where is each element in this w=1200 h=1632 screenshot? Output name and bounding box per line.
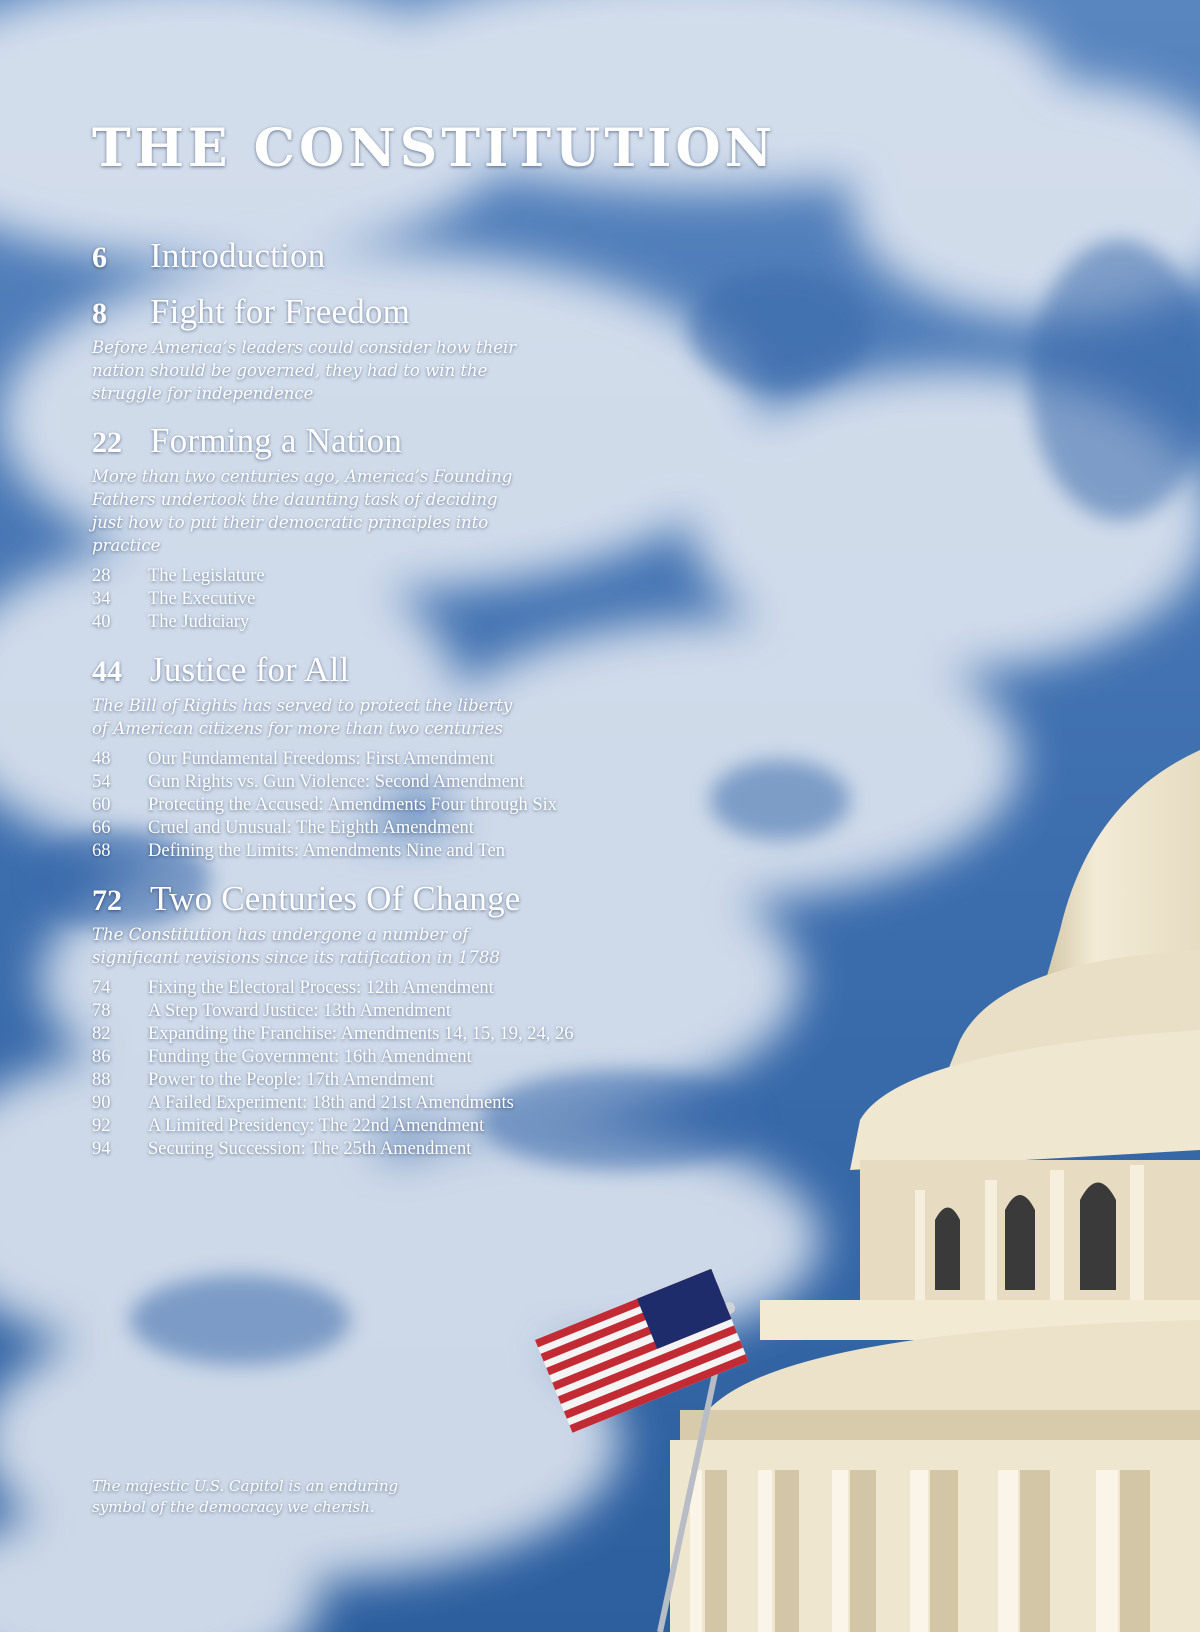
subsection-item[interactable] bbox=[92, 1069, 712, 1092]
toc-section bbox=[92, 650, 712, 863]
subsection-page-number: 78 bbox=[92, 1001, 111, 1021]
subsection-title: Expanding the Franchise: Amendments 14, 15, 19, 24, 26 bbox=[148, 1024, 574, 1044]
subsection-title: Funding the Government: 16th Amendment bbox=[148, 1047, 472, 1067]
section-description: Before America’s leaders could consider how their nation should be governed, they had to win the struggle for independence bbox=[92, 338, 517, 403]
photo-caption: The majestic U.S. Capitol is an enduring symbol of the democracy we cherish. bbox=[92, 1477, 399, 1516]
table-of-contents bbox=[92, 236, 712, 1177]
subsection-item[interactable] bbox=[92, 1138, 712, 1161]
subsection-page-number: 90 bbox=[92, 1093, 111, 1113]
section-title: Introduction bbox=[150, 236, 326, 275]
subsection-title: The Executive bbox=[148, 589, 256, 609]
subsection-item[interactable] bbox=[92, 771, 712, 794]
section-page-number: 44 bbox=[92, 655, 122, 688]
subsection-page-number: 86 bbox=[92, 1047, 111, 1067]
subsection-page-number: 66 bbox=[92, 818, 111, 838]
subsection-title: Defining the Limits: Amendments Nine and Ten bbox=[148, 841, 506, 861]
section-title: Two Centuries Of Change bbox=[150, 879, 521, 918]
toc-section bbox=[92, 236, 712, 276]
subsection-item[interactable] bbox=[92, 840, 712, 863]
subsection-list bbox=[92, 977, 712, 1161]
subsection-title: Power to the People: 17th Amendment bbox=[148, 1070, 435, 1090]
subsection-item[interactable] bbox=[92, 794, 712, 817]
subsection-item[interactable] bbox=[92, 1046, 712, 1069]
section-heading[interactable] bbox=[92, 650, 712, 690]
subsection-title: Cruel and Unusual: The Eighth Amendment bbox=[148, 818, 474, 838]
toc-section bbox=[92, 879, 712, 1161]
section-title: Forming a Nation bbox=[150, 421, 403, 460]
section-heading[interactable] bbox=[92, 236, 712, 276]
toc-section bbox=[92, 292, 712, 405]
section-description: More than two centuries ago, America’s Founding Fathers undertook the daunting task of deciding just how to put their democratic principles into practice bbox=[92, 467, 513, 555]
toc-section bbox=[92, 421, 712, 634]
subsection-item[interactable] bbox=[92, 1000, 712, 1023]
subsection-item[interactable] bbox=[92, 1023, 712, 1046]
section-page-number: 22 bbox=[92, 426, 122, 459]
subsection-list bbox=[92, 748, 712, 863]
subsection-item[interactable] bbox=[92, 588, 712, 611]
subsection-item[interactable] bbox=[92, 565, 712, 588]
subsection-item[interactable] bbox=[92, 977, 712, 1000]
section-description: The Constitution has undergone a number of significant revisions since its ratification in 1788 bbox=[92, 925, 500, 967]
subsection-item[interactable] bbox=[92, 1092, 712, 1115]
section-page-number: 8 bbox=[92, 297, 107, 330]
subsection-item[interactable] bbox=[92, 1115, 712, 1138]
subsection-page-number: 28 bbox=[92, 566, 111, 586]
subsection-title: A Step Toward Justice: 13th Amendment bbox=[148, 1001, 452, 1021]
section-heading[interactable] bbox=[92, 879, 712, 919]
subsection-title: Securing Succession: The 25th Amendment bbox=[148, 1139, 472, 1159]
section-heading[interactable] bbox=[92, 292, 712, 332]
subsection-page-number: 68 bbox=[92, 841, 111, 861]
subsection-page-number: 92 bbox=[92, 1116, 111, 1136]
subsection-item[interactable] bbox=[92, 611, 712, 634]
subsection-page-number: 94 bbox=[92, 1139, 111, 1159]
section-heading[interactable] bbox=[92, 421, 712, 461]
subsection-title: The Judiciary bbox=[148, 612, 250, 632]
subsection-page-number: 74 bbox=[92, 978, 111, 998]
subsection-title: Gun Rights vs. Gun Violence: Second Amendment bbox=[148, 772, 525, 792]
subsection-title: Fixing the Electoral Process: 12th Amendment bbox=[148, 978, 494, 998]
subsection-page-number: 60 bbox=[92, 795, 111, 815]
section-title: Justice for All bbox=[150, 650, 350, 689]
subsection-page-number: 40 bbox=[92, 612, 111, 632]
subsection-list bbox=[92, 565, 712, 634]
section-description: The Bill of Rights has served to protect the liberty of American citizens for more than two centuries bbox=[92, 696, 513, 738]
subsection-page-number: 48 bbox=[92, 749, 111, 769]
section-page-number: 6 bbox=[92, 241, 107, 274]
subsection-page-number: 82 bbox=[92, 1024, 111, 1044]
subsection-title: A Failed Experiment: 18th and 21st Amendments bbox=[148, 1093, 514, 1113]
subsection-page-number: 88 bbox=[92, 1070, 111, 1090]
subsection-title: Protecting the Accused: Amendments Four through Six bbox=[148, 795, 558, 815]
section-title: Fight for Freedom bbox=[150, 292, 411, 331]
subsection-item[interactable] bbox=[92, 817, 712, 840]
page-title: THE CONSTITUTION bbox=[92, 118, 777, 179]
subsection-item[interactable] bbox=[92, 748, 712, 771]
subsection-title: Our Fundamental Freedoms: First Amendment bbox=[148, 749, 495, 769]
subsection-title: The Legislature bbox=[148, 566, 265, 586]
section-page-number: 72 bbox=[92, 884, 122, 917]
subsection-title: A Limited Presidency: The 22nd Amendment bbox=[148, 1116, 485, 1136]
subsection-page-number: 34 bbox=[92, 589, 111, 609]
subsection-page-number: 54 bbox=[92, 772, 111, 792]
